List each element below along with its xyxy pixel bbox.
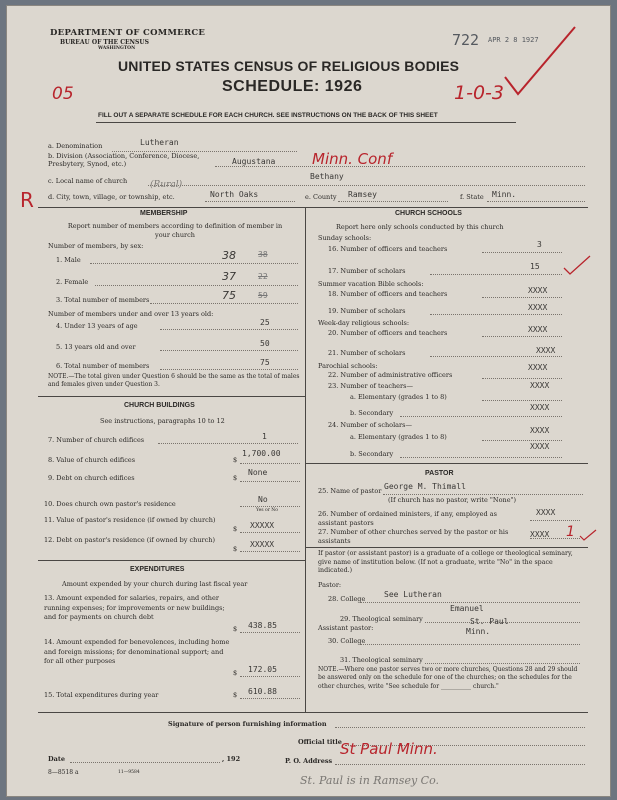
pastor-sub-label: Pastor: — [318, 581, 342, 589]
pastor-title: PASTOR — [425, 470, 454, 477]
expenditures-title: EXPENDITURES — [130, 566, 185, 573]
schools-intro: Report here only schools conducted by this church — [336, 223, 504, 231]
dollar-sign: $ — [233, 625, 238, 633]
dollar-sign: $ — [233, 691, 238, 699]
under-13-value: 25 — [260, 318, 270, 327]
schedule-title: SCHEDULE: 1926 — [222, 78, 363, 95]
red-check-mark-icon — [562, 254, 592, 276]
female-label: 2. Female — [56, 278, 89, 286]
stamp-date: APR 2 8 1927 — [488, 36, 539, 44]
handwritten-code: 1-0-3 — [454, 82, 504, 104]
female-value: 37 — [222, 270, 236, 283]
college-label: 28. College — [328, 595, 366, 603]
q20-label: 20. Number of officers and teachers — [328, 329, 448, 337]
year-label: , 192 — [222, 755, 241, 763]
department-heading: DEPARTMENT OF COMMERCE — [50, 28, 206, 38]
state-label: f. State — [460, 193, 484, 201]
q19-label: 19. Number of scholars — [328, 307, 406, 315]
assistant-label: Assistant pastor: — [318, 624, 374, 632]
summer-label: Summer vacation Bible schools: — [318, 280, 424, 288]
red-check-mark-icon — [578, 528, 598, 542]
form-number-1: 8—8518 a — [48, 769, 79, 776]
benevolences-value: 172.05 — [248, 665, 277, 674]
dollar-sign: $ — [233, 669, 238, 677]
edifices-value: 1 — [262, 432, 267, 441]
red-check-mark-icon — [500, 22, 580, 102]
edifice-debt-label: 9. Debt on church edifices — [48, 474, 135, 482]
q24b-label: b. Secondary — [350, 450, 394, 458]
q17-label: 17. Number of scholars — [328, 267, 406, 275]
local-name-value: Bethany — [310, 172, 344, 181]
q19-value: XXXX — [528, 303, 548, 312]
city-rural-note: (Rural) — [150, 180, 183, 190]
q23a-label: a. Elementary (grades 1 to 8) — [350, 393, 447, 401]
membership-note: NOTE.—The total given under Question 6 should be the same as the total of males and females given under Question 3. — [48, 373, 300, 388]
over-13-value: 50 — [260, 339, 270, 348]
male-value: 38 — [222, 249, 236, 262]
handwritten-r: R — [20, 188, 34, 212]
city-heading: WASHINGTON — [98, 46, 136, 51]
q18-value: XXXX — [528, 286, 548, 295]
q21-label: 21. Number of scholars — [328, 349, 406, 357]
total-expenditures-value: 610.88 — [248, 687, 277, 696]
po-address-handwritten: St Paul Minn. — [340, 740, 438, 758]
q27-label: 27. Number of other churches served by the pastor or his assistants — [318, 528, 509, 545]
yes-no-hint: Yes or No — [256, 508, 278, 513]
buildings-intro: See instructions, paragraphs 10 to 12 — [100, 417, 225, 425]
buildings-title: CHURCH BUILDINGS — [124, 402, 195, 409]
total-expenditures-label: 15. Total expenditures during year — [44, 691, 159, 699]
q18-label: 18. Number of officers and teachers — [328, 290, 448, 298]
total-age-label: 6. Total number of members — [56, 362, 150, 370]
seminary-value-3: Minn. — [466, 627, 491, 636]
pastor-note: NOTE.—Where one pastor serves two or more churches, Questions 28 and 29 should be answered only on the schedule for one of the churches; on the schedules for the other churches, write "See schedule for __________ church." — [318, 666, 578, 690]
edifices-label: 7. Number of church edifices — [48, 436, 145, 444]
date-label: Date — [48, 755, 65, 763]
residence-value-label: 11. Value of pastor's residence (if owned by church) — [44, 516, 216, 524]
residence-label: 10. Does church own pastor's residence — [44, 500, 176, 508]
dollar-sign: $ — [233, 525, 238, 533]
signature-label: Signature of person furnishing information — [168, 720, 327, 728]
membership-title: MEMBERSHIP — [140, 210, 188, 217]
edifice-value: 1,700.00 — [242, 449, 281, 458]
q24-label: 24. Number of scholars— — [328, 421, 412, 429]
q22-label: 22. Number of administrative officers — [328, 371, 453, 379]
q23b-label: b. Secondary — [350, 409, 394, 417]
q24b-value: XXXX — [530, 442, 550, 451]
residence-value-amount: XXXXX — [250, 521, 275, 530]
county-label: e. County — [305, 193, 337, 201]
residence-value: No — [258, 495, 268, 504]
college-value: See Lutheran — [384, 590, 442, 599]
total-members-value: 75 — [222, 289, 236, 302]
city-label: d. City, town, village, or township, etc. — [48, 193, 175, 201]
total-age-value: 75 — [260, 358, 270, 367]
pastor-name-hint: (If church has no pastor, write "None") — [388, 496, 517, 504]
po-address-label: P. O. Address — [285, 757, 333, 765]
q20-value: XXXX — [528, 325, 548, 334]
county-value: Ramsey — [348, 190, 377, 199]
edifice-value-label: 8. Value of church edifices — [48, 456, 136, 464]
form-title: UNITED STATES CENSUS OF RELIGIOUS BODIES — [118, 58, 460, 74]
dollar-sign: $ — [233, 545, 238, 553]
local-name-label: c. Local name of church — [48, 177, 128, 185]
official-title-label: Official title — [298, 738, 342, 746]
q27-handwritten: 1 — [566, 524, 575, 540]
denomination-label: a. Denomination — [48, 142, 103, 150]
parochial-label: Parochial schools: — [318, 362, 378, 370]
seminary-value-1: Emanuel — [450, 604, 484, 613]
q22-value: XXXX — [528, 363, 548, 372]
over-13-label: 5. 13 years old and over — [56, 343, 136, 351]
q24a-value: XXXX — [530, 426, 550, 435]
stamp-number: 722 — [452, 31, 480, 49]
q16-value: 3 — [537, 240, 542, 249]
benevolences-label: 14. Amount expended for benevolences, including home and foreign missions; for denominational support; and for all other purposes — [44, 638, 230, 666]
state-value: Minn. — [492, 190, 517, 199]
pencil-note: St. Paul is in Ramsey Co. — [300, 774, 440, 787]
residence-debt-label: 12. Debt on pastor's residence (if owned by church) — [44, 536, 215, 544]
membership-intro: Report number of members according to definition of member in your church — [67, 222, 283, 239]
assistant-college-label: 30. College — [328, 637, 366, 645]
city-value: North Oaks — [210, 190, 259, 199]
q16-label: 16. Number of officers and teachers — [328, 245, 448, 253]
male-label: 1. Male — [56, 256, 81, 264]
male-old-value: 38 — [258, 250, 268, 259]
instruction-line: FILL OUT A SEPARATE SCHEDULE FOR EACH CHURCH. SEE INSTRUCTIONS ON THE BACK OF THIS SHEET — [98, 112, 438, 119]
denomination-value: Lutheran — [140, 138, 179, 147]
weekday-label: Week-day religious schools: — [318, 319, 410, 327]
pastor-name-value: George M. Thimall — [384, 482, 466, 491]
q26-label: 26. Number of ordained ministers, if any, employed as assistant pastors — [318, 510, 497, 527]
assistant-seminary-label: 31. Theological seminary — [340, 656, 423, 664]
female-old-value: 22 — [258, 272, 268, 281]
expenditures-intro: Amount expended by your church during last fiscal year — [62, 580, 248, 588]
sunday-label: Sunday schools: — [318, 234, 372, 242]
running-expenses-value: 438.85 — [248, 621, 277, 630]
q21-value: XXXX — [536, 346, 556, 355]
division-handwritten: Minn. Conf — [312, 150, 393, 168]
pastor-name-label: 25. Name of pastor — [318, 487, 382, 495]
graduate-note: If pastor (or assistant pastor) is a graduate of a college or theological seminary, give name of institution below. (If not a graduate, write "No" in the space indicated.) — [318, 550, 573, 575]
q24a-label: a. Elementary (grades 1 to 8) — [350, 433, 447, 441]
dollar-sign: $ — [233, 474, 238, 482]
seminary-value-2: St. Paul — [470, 617, 509, 626]
residence-debt-amount: XXXXX — [250, 540, 275, 549]
bureau-heading: BUREAU OF THE CENSUS — [60, 39, 149, 46]
q23-label: 23. Number of teachers— — [328, 382, 413, 390]
q23b-value: XXXX — [530, 403, 550, 412]
total-members-old-value: 59 — [258, 291, 268, 300]
under-13-label: 4. Under 13 years of age — [56, 322, 138, 330]
total-members-label: 3. Total number of members — [56, 296, 150, 304]
division-value: Augustana — [232, 157, 276, 166]
running-expenses-label: 13. Amount expended for salaries, repairs, and other running expenses; for improvements or new buildings; and for payments on church debt — [44, 594, 225, 622]
q17-value: 15 — [530, 262, 540, 271]
q26-value: XXXX — [536, 508, 556, 517]
division-label: b. Division (Association, Conference, Diocese, Presbytery, Synod, etc.) — [48, 152, 200, 168]
q27-value: XXXX — [530, 530, 550, 539]
schools-title: CHURCH SCHOOLS — [395, 210, 462, 217]
seminary-label: 29. Theological seminary — [340, 615, 423, 623]
q23a-value: XXXX — [530, 381, 550, 390]
age-groups-label: Number of members under and over 13 years old: — [48, 310, 214, 318]
by-sex-label: Number of members, by sex: — [48, 242, 144, 250]
edifice-debt-value: None — [248, 468, 268, 477]
form-number-2: 11—9584 — [118, 770, 140, 775]
handwritten-05: 05 — [52, 84, 74, 104]
dollar-sign: $ — [233, 456, 238, 464]
